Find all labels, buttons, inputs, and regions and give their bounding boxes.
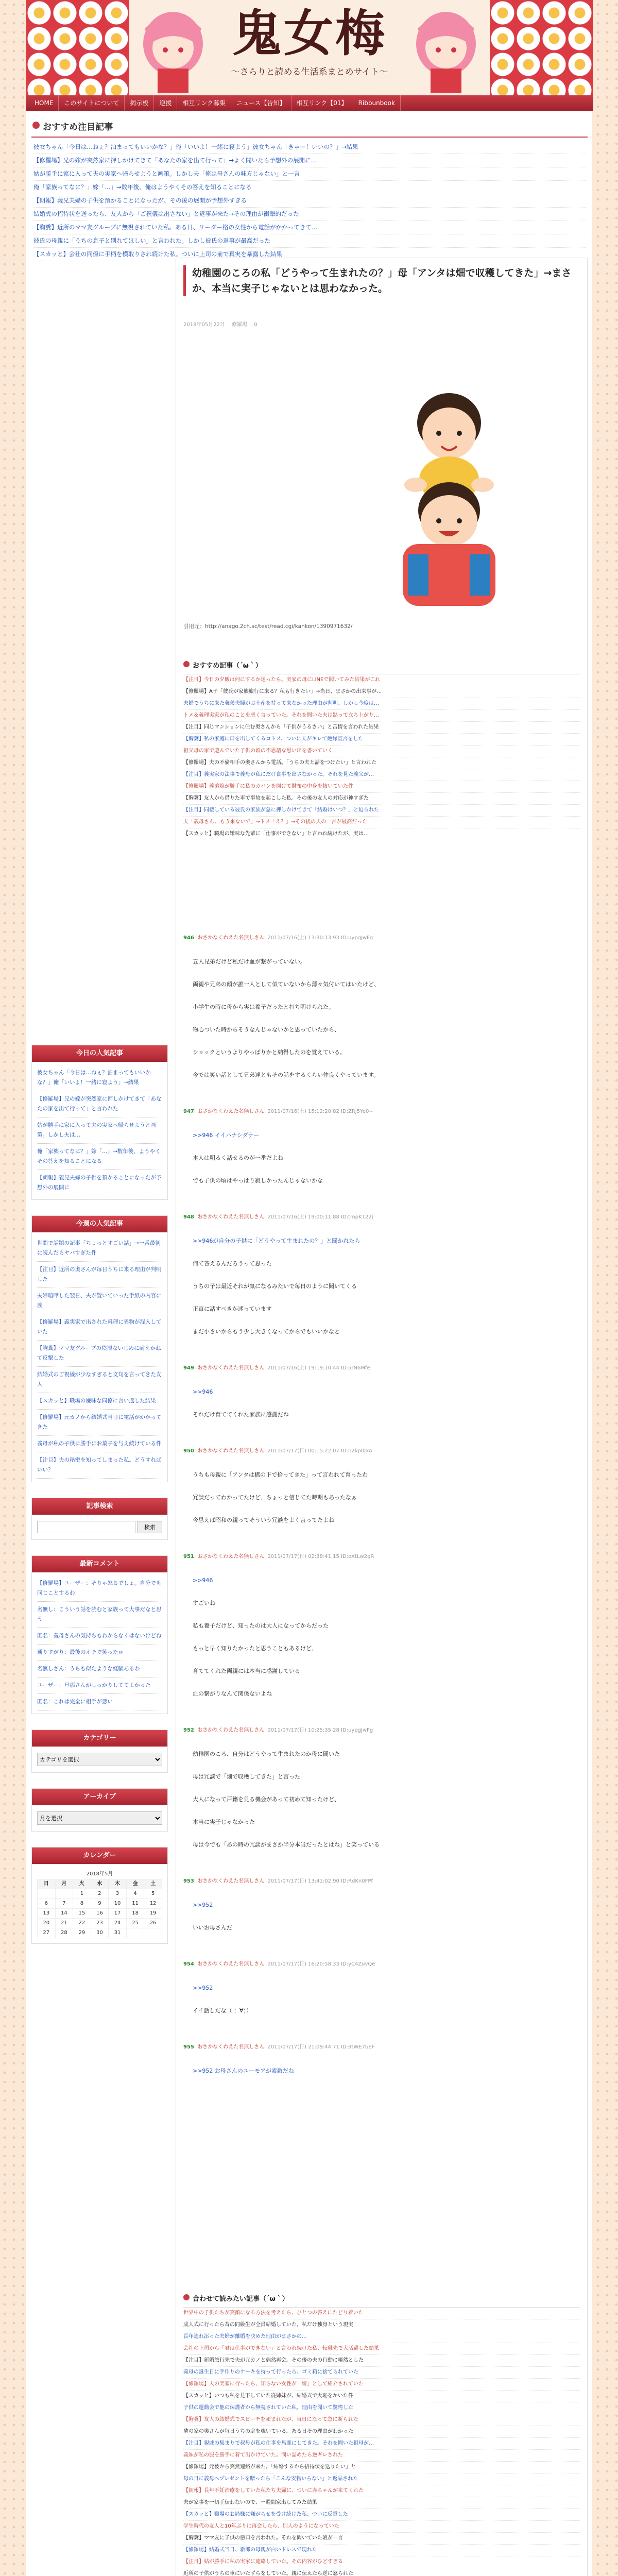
comment-line: 本人は明るく話せるのが一番だよね bbox=[193, 1155, 283, 1161]
comment-date: 2011/07/17(日) 10:25:35.28 ID:uypgJwFg bbox=[267, 1727, 373, 1733]
comment bbox=[183, 1446, 580, 1537]
comment-header: 948: おさかなくわえた名無しさん 2011/07/16(土) 19:00:11.88 ID:tmpK122j bbox=[183, 1214, 373, 1220]
comment-number: 946 bbox=[183, 935, 194, 941]
comment-number: 954 bbox=[183, 1961, 194, 1967]
comment-date: 2011/07/17(日) 02:38:41.15 ID:oXtLw2qR bbox=[267, 1554, 374, 1560]
comment bbox=[183, 1959, 580, 2028]
recommended-item[interactable]: 祖父母の家で遊んでいた子供の頃の不思議な思い出を書いていく bbox=[183, 745, 580, 757]
related-item[interactable]: 世界中の子供たちが笑顔になる方法を考えたら、ひとつの答えにたどり着いた bbox=[183, 2308, 580, 2319]
ranking-item[interactable]: 世間で話題の記事「ちょっとすごい話」→一番最初に読んだらヤバすぎた件 bbox=[37, 1235, 162, 1262]
related-item[interactable]: 母の日に義母へプレゼントを贈ったら「こんな安物いらない」と返品された bbox=[183, 2473, 580, 2485]
comment-line: 母は今でも「あの時の冗談がまさか半分本当だったとはね」と笑っている bbox=[193, 1841, 380, 1848]
related-item[interactable]: 子供の運動会で他の保護者から無視されていた私。理由を聞いて驚愕した bbox=[183, 2402, 580, 2414]
calendar-day[interactable]: 3 bbox=[109, 1889, 127, 1899]
comment-line: 血の繋がりなんて関係ないよね bbox=[193, 1690, 272, 1697]
comment-number: 947 bbox=[183, 1109, 194, 1114]
featured-articles bbox=[26, 116, 593, 258]
calendar-day[interactable]: 29 bbox=[73, 1928, 91, 1938]
comment-anchor[interactable]: >>952 bbox=[193, 1985, 213, 1991]
calendar-day[interactable]: 1 bbox=[73, 1889, 91, 1899]
recommended-item[interactable]: 【スカッと】職場の嫌味な先輩に「仕事ができない」と言われ続けたが、実は… bbox=[183, 828, 580, 840]
calendar-day[interactable]: 10 bbox=[109, 1899, 127, 1909]
calendar bbox=[32, 1864, 167, 1943]
nav-link-01[interactable]: 相互リンク【01】 bbox=[291, 95, 353, 111]
widget-popular bbox=[31, 1045, 168, 1200]
recommended-item[interactable]: 【修羅場】義弟嫁が勝手に私のカバンを開けて財布の中身を抜いていた件 bbox=[183, 781, 580, 793]
calendar-day[interactable] bbox=[144, 1928, 162, 1938]
calendar-day[interactable]: 26 bbox=[144, 1919, 162, 1928]
comment bbox=[183, 2042, 580, 2088]
comment-line: それだけ育ててくれた家族に感謝だね bbox=[193, 1411, 289, 1418]
recommended-top bbox=[183, 660, 580, 840]
comment-header: 954: おさかなくわえた名無しさん 2011/07/17(日) 16:20:58.33 ID:yC4ZuvQe bbox=[183, 1961, 375, 1967]
related-item[interactable]: 学生時代の友人と10年ぶりに再会したら、別人のようになっていた bbox=[183, 2521, 580, 2533]
nav-ribbunbook[interactable]: Ribbunbook bbox=[353, 95, 401, 111]
ranking-item[interactable]: 結婚式のご祝儀が少なすぎると文句を言ってきた友人 bbox=[37, 1367, 162, 1393]
featured-list bbox=[31, 138, 588, 264]
ranking-item[interactable]: 【修羅場】義実家で出された料理に異物が混入していた bbox=[37, 1314, 162, 1341]
comment bbox=[183, 1212, 580, 1349]
related-item[interactable]: 【スカッと】いつも私を見下していた従姉妹が、結婚式で大恥をかいた件 bbox=[183, 2391, 580, 2402]
recommended-bottom-heading: 合わせて読みたい記事（´ω｀） bbox=[183, 2293, 580, 2303]
comment-body bbox=[183, 1458, 580, 1537]
comment-number: 955 bbox=[183, 2044, 194, 2050]
comment-body bbox=[183, 1224, 580, 1349]
featured-item[interactable]: 彼女ちゃん「今日は…ねぇ？泊まってもいいかな？」俺「いいよ！一緒に寝よう」彼女ちゃん「きゃー！いいの？」→結果 bbox=[33, 141, 586, 154]
calendar-day[interactable]: 13 bbox=[38, 1909, 56, 1919]
comment bbox=[183, 1725, 580, 1862]
comment-header: 953: おさかなくわえた名無しさん 2011/07/17(日) 13:41:02.90 ID:RdKn0FPf bbox=[183, 1878, 373, 1884]
comment-line: いいお母さんだ bbox=[193, 1924, 232, 1931]
comment-line: 今では笑い話として兄弟達ともその話をするくらい仲良くやっています。 bbox=[193, 1072, 380, 1078]
related-item[interactable]: 近所の子供がうちの車にいたずらをしていた。親に伝えたら逆に怒られた bbox=[183, 2568, 580, 2576]
featured-item[interactable]: 結婚式の招待状を送ったら、友人から「ご祝儀は出さない」と返事が来た→その理由が衝撃的だった bbox=[33, 208, 586, 221]
related-item[interactable]: 義母の誕生日に手作りのケーキを持って行ったら、ゴミ箱に捨てられていた bbox=[183, 2367, 580, 2379]
popular-item[interactable]: 彼女ちゃん「今日は…ねぇ？泊まってもいいかな？」俺「いいよ！一緒に寝よう」→結果 bbox=[37, 1065, 162, 1091]
calendar-day[interactable]: 4 bbox=[126, 1889, 144, 1899]
comment-date: 2011/07/16(土) 19:00:11.88 ID:tmpK122j bbox=[267, 1214, 373, 1220]
comment bbox=[183, 1107, 580, 1198]
comment-date: 2011/07/17(日) 16:20:58.33 ID:yC4ZuvQe bbox=[267, 1961, 375, 1967]
comment-line: 小学生の時に母から実は養子だったと打ち明けられた。 bbox=[193, 1004, 334, 1010]
calendar-day[interactable]: 8 bbox=[73, 1899, 91, 1909]
calendar-day[interactable]: 17 bbox=[109, 1909, 127, 1919]
comment-body bbox=[183, 1888, 580, 1945]
calendar-day[interactable]: 30 bbox=[91, 1928, 109, 1938]
anime-girl-left-illustration bbox=[134, 8, 212, 93]
comment-date: 2011/07/16(土) 19:19:10.44 ID:5rN6Mfe bbox=[267, 1365, 370, 1371]
comment-body bbox=[183, 1737, 580, 1862]
article-title: 幼稚園のころの私「どうやって生まれたの？」母「アンタは畑で収穫してきた」→まさか、本当に実子じゃないとは思わなかった。 bbox=[183, 265, 580, 296]
recent-comments-list bbox=[32, 1572, 167, 1714]
calendar-weekday: 金 bbox=[126, 1879, 144, 1889]
recent-comment-item[interactable]: 【修羅場】ユーザー：そりゃ怒るでしょ。自分でも同じことするわ bbox=[37, 1575, 162, 1602]
calendar-day[interactable]: 25 bbox=[126, 1919, 144, 1928]
comment-number: 948 bbox=[183, 1214, 194, 1220]
calendar-day[interactable]: 31 bbox=[109, 1928, 127, 1938]
category-select-wrap bbox=[32, 1747, 167, 1772]
comment-line: すごいね bbox=[193, 1600, 215, 1606]
comment-line: 幼稚園のころ、自分はどうやって生まれたのか母に聞いた bbox=[193, 1751, 340, 1757]
comment-author: おさかなくわえた名無しさん bbox=[197, 1727, 265, 1733]
site-logo-title[interactable]: 鬼女梅 bbox=[232, 4, 387, 62]
comment-body bbox=[183, 1375, 580, 1432]
comment-number: 953 bbox=[183, 1878, 194, 1884]
popular-item[interactable]: 姑が勝手に家に入って夫の実家へ帰らせようと画策。しかし夫は… bbox=[37, 1117, 162, 1144]
search-form bbox=[32, 1515, 167, 1539]
widget-recent-comments bbox=[31, 1555, 168, 1714]
related-item[interactable]: 【修羅場】夫の実家に行ったら、知らない女性が「嫁」として紹介されていた bbox=[183, 2379, 580, 2391]
recommended-top-list bbox=[183, 674, 580, 840]
comment-body bbox=[183, 1564, 580, 1711]
calendar-day[interactable]: 9 bbox=[91, 1899, 109, 1909]
comment-line: 育ててくれた両親には本当に感謝している bbox=[193, 1668, 300, 1674]
recommended-item[interactable]: 【注目】同じマンションに住む奥さんから「子供がうるさい」と苦情を言われた結果 bbox=[183, 722, 580, 734]
related-item[interactable]: 会社の上司から「君は仕事ができない」と言われ続けた私、転職先で大活躍した結果 bbox=[183, 2343, 580, 2355]
comment-body bbox=[183, 2054, 580, 2088]
comment-number: 951 bbox=[183, 1554, 194, 1560]
recent-comment-item[interactable]: 名無し：こういう話を読むと家族って大事だなと思う bbox=[37, 1602, 162, 1628]
featured-heading: おすすめ注目記事 bbox=[31, 116, 588, 138]
comment-line: うちも母親に「アンタは橋の下で拾ってきた」って言われて育ったわ bbox=[193, 1471, 368, 1478]
comment-line: ショックというよりやっぱりかと納得したのを覚えている。 bbox=[193, 1049, 346, 1056]
comment-line: もっと早く知りたかったと思うこともあるけど、 bbox=[193, 1645, 317, 1652]
nav-home[interactable]: HOME bbox=[29, 95, 59, 111]
article-category[interactable]: 修羅場 bbox=[232, 322, 248, 328]
comment-anchor[interactable]: >>952 お母さんのユーモアが素敵だね bbox=[193, 2067, 294, 2074]
calendar-day[interactable]: 14 bbox=[55, 1909, 73, 1919]
ranking-item[interactable]: 夫婦喧嘩した翌日、夫が置いていった手紙の内容に涙 bbox=[37, 1288, 162, 1314]
comment-line: 大人になって戸籍を見る機会があって初めて知ったけど、 bbox=[193, 1796, 340, 1803]
comment-date: 2011/07/17(日) 13:41:02.90 ID:RdKn0FPf bbox=[267, 1878, 373, 1884]
comment-number: 950 bbox=[183, 1448, 194, 1454]
comment-line: 両親や兄弟の顔が誰一人として似ていないから薄々気付いてはいたけど、 bbox=[193, 981, 380, 988]
comment-author: おさかなくわえた名無しさん bbox=[197, 1554, 265, 1560]
comment-header: 949: おさかなくわえた名無しさん 2011/07/16(土) 19:19:10.44 ID:5rN6Mfe bbox=[183, 1365, 370, 1371]
comment-author: おさかなくわえた名無しさん bbox=[197, 1365, 265, 1371]
comment-header: 946: おさかなくわえた名無しさん 2011/07/16(土) 13:30:13.93 ID:uypgJwFg bbox=[183, 935, 373, 941]
comment-header: 950: おさかなくわえた名無しさん 2011/07/17(日) 00:15:22.07 ID:h2kp0JxA bbox=[183, 1448, 372, 1454]
comment-anchor[interactable]: >>952 bbox=[193, 1902, 213, 1908]
calendar-day[interactable]: 15 bbox=[73, 1909, 91, 1919]
calendar-weekday: 木 bbox=[109, 1879, 127, 1889]
related-item[interactable]: 【スカッと】職場のお局様に嫌がらせを受け続けた私、ついに反撃した bbox=[183, 2509, 580, 2521]
calendar-month: 2018年5月 bbox=[86, 1871, 113, 1877]
featured-item[interactable]: 【修羅場】兄の嫁が突然家に押しかけてきて「あなたの家を出て行って」→よく聞いたら予想外の展開に… bbox=[33, 154, 586, 167]
recommended-bottom-list bbox=[183, 2307, 580, 2576]
nav-link-exchange[interactable]: 相互リンク募集 bbox=[177, 95, 231, 111]
featured-item[interactable]: 【胸糞】近所のママ友グループに無視されていた私。ある日、リーダー格の女性から電話がかかってきて… bbox=[33, 221, 586, 234]
article-date: 2018年05月22日 bbox=[183, 322, 225, 328]
ranking-item[interactable]: 【スカッと】職場の嫌味な同僚に言い返した結果 bbox=[37, 1393, 162, 1410]
calendar-weekday: 土 bbox=[144, 1879, 162, 1889]
comment-header: 951: おさかなくわえた名無しさん 2011/07/17(日) 02:38:41.15 ID:oXtLw2qR bbox=[183, 1554, 374, 1560]
comment-header: 952: おさかなくわえた名無しさん 2011/07/17(日) 10:25:35.28 ID:uypgJwFg bbox=[183, 1727, 373, 1733]
comment-author: おさかなくわえた名無しさん bbox=[197, 1448, 265, 1454]
comment bbox=[183, 1363, 580, 1432]
calendar-day[interactable] bbox=[55, 1889, 73, 1899]
related-item[interactable]: 【胸糞】友人の結婚式でスピーチを頼まれたが、当日になって急に断られた bbox=[183, 2414, 580, 2426]
ranking-item[interactable]: 【注目】夫の秘密を知ってしまった私。どうすればいい？ bbox=[37, 1452, 162, 1479]
ranking-item[interactable]: 【修羅場】元カノから結婚式当日に電話がかかってきた bbox=[37, 1410, 162, 1436]
recommended-bottom bbox=[183, 2293, 580, 2576]
featured-item[interactable]: 俺「家族ってなに？」嫁「…」→数年後、俺はようやくその答えを知ることになる bbox=[33, 181, 586, 194]
recommended-item[interactable]: 【注目】義実家の法事で義母が私にだけ食事を出さなかった。それを見た義父が… bbox=[183, 769, 580, 781]
related-item[interactable]: 義妹が私の服を勝手に着て出かけていた。問い詰めたら逆ギレされた bbox=[183, 2450, 580, 2462]
featured-item[interactable]: 【朗報】義兄夫婦の子供を預かることになったが、その後の展開が予想外すぎる bbox=[33, 194, 586, 208]
recommended-item[interactable]: 【胸糞】私の家庭に口を出してくるコトメ、ついに夫がキレて絶縁宣言をした bbox=[183, 734, 580, 745]
recommended-top-heading: おすすめ記事（´ω｀） bbox=[183, 660, 580, 670]
comment-line: まだ小さいからもう少し大きくなってからでもいいかなと bbox=[193, 1328, 340, 1335]
featured-item[interactable]: 姑が勝手に家に入って夫の実家へ帰らせようと画策。しかし夫「俺は母さんの味方じゃない」と一言 bbox=[33, 167, 586, 181]
calendar-day[interactable]: 18 bbox=[126, 1909, 144, 1919]
sidebar bbox=[31, 1045, 168, 1959]
nav-news[interactable]: ニュース【告知】 bbox=[231, 95, 291, 111]
comment-date: 2011/07/17(日) 21:09:44.71 ID:9tWE7bEF bbox=[267, 2044, 375, 2050]
ranking-item[interactable]: 【胸糞】ママ友グループの陰湿ないじめに耐えかねて反撃した bbox=[37, 1341, 162, 1367]
comment-line: 母は冗談で「畑で収穫してきた」と言った bbox=[193, 1773, 300, 1780]
widget-search-title: 記事検索 bbox=[32, 1498, 167, 1515]
recommended-item[interactable]: 【修羅場】夫の不倫相手の奥さんから電話。「うちの夫と話をつけたい」と言われた bbox=[183, 757, 580, 769]
widget-calendar-title: カレンダー bbox=[32, 1848, 167, 1864]
calendar-day[interactable]: 12 bbox=[144, 1899, 162, 1909]
featured-item[interactable]: 【スカッと】会社の同僚に手柄を横取りされ続けた私。ついに上司の前で真実を暴露した結果 bbox=[33, 248, 586, 261]
article-comments-count[interactable]: 0 bbox=[254, 322, 258, 328]
related-item[interactable]: 夫が家事を一切手伝わないので、一週間家出してみた結果 bbox=[183, 2497, 580, 2509]
category-select[interactable] bbox=[37, 1753, 162, 1766]
popular-list bbox=[32, 1062, 167, 1199]
comment-body bbox=[183, 1118, 580, 1198]
parent-child-illustration bbox=[372, 374, 526, 606]
search-button[interactable]: 検索 bbox=[138, 1521, 162, 1533]
related-item[interactable]: 【注目】親戚の集まりで叔母が私の仕事を馬鹿にしてきた。それを聞いた祖母が… bbox=[183, 2438, 580, 2450]
related-item[interactable]: 【胸糞】ママ友に子供の悪口を言われた。それを聞いていた娘が一言 bbox=[183, 2533, 580, 2545]
calendar-table bbox=[37, 1879, 162, 1938]
comment bbox=[183, 1552, 580, 1711]
comment-author: おさかなくわえた名無しさん bbox=[197, 1109, 265, 1114]
page-wrapper bbox=[26, 0, 592, 2576]
source-link[interactable]: 引用元：http://anago.2ch.sc/test/read.cgi/kankon/1390971632/ bbox=[183, 623, 353, 630]
comment-line: うちの子は最近それが気になるみたいで毎日のように聞いてくる bbox=[193, 1283, 357, 1290]
comment-line: 五人兄弟だけど私だけ血が繋がっていない。 bbox=[193, 958, 306, 965]
popular-item[interactable]: 【修羅場】兄の嫁が突然家に押しかけてきて「あなたの家を出て行って」と言われた bbox=[37, 1091, 162, 1117]
comment-line: 本当に実子じゃなかった bbox=[193, 1819, 255, 1825]
widget-calendar bbox=[31, 1847, 168, 1944]
comment-number: 949 bbox=[183, 1365, 194, 1371]
comment-body bbox=[183, 945, 580, 1092]
calendar-weekday: 日 bbox=[38, 1879, 56, 1889]
widget-archive bbox=[31, 1788, 168, 1832]
widget-ranking bbox=[31, 1215, 168, 1482]
calendar-day[interactable]: 6 bbox=[38, 1899, 56, 1909]
widget-popular-title: 今日の人気記事 bbox=[32, 1045, 167, 1062]
comment-number: 952 bbox=[183, 1727, 194, 1733]
comment-thread bbox=[183, 933, 580, 2103]
archive-select[interactable] bbox=[37, 1811, 162, 1825]
comment-line: 今思えば昭和の親ってそういう冗談をよく言ってたよね bbox=[193, 1517, 334, 1523]
comment-line: 正直に話すべきか迷っています bbox=[193, 1306, 272, 1312]
nav-about[interactable]: このサイトについて bbox=[59, 95, 125, 111]
comment-date: 2011/07/16(土) 13:30:13.93 ID:uypgJwFg bbox=[267, 935, 373, 941]
ranking-item[interactable]: 【注目】近所の奥さんが毎日うちに来る理由が判明した bbox=[37, 1262, 162, 1288]
comment-author: おさかなくわえた名無しさん bbox=[197, 1214, 265, 1220]
popular-item[interactable]: 【朗報】義兄夫婦の子供を預かることになったが予想外の展開に bbox=[37, 1170, 162, 1196]
calendar-day[interactable]: 2 bbox=[91, 1889, 109, 1899]
search-input[interactable] bbox=[37, 1521, 135, 1533]
calendar-day[interactable]: 19 bbox=[144, 1909, 162, 1919]
calendar-day[interactable]: 24 bbox=[109, 1919, 127, 1928]
comment-line: 何て答えるんだろうって思った bbox=[193, 1260, 272, 1267]
comment bbox=[183, 933, 580, 1092]
comment-date: 2011/07/17(日) 00:15:22.07 ID:h2kp0JxA bbox=[267, 1448, 372, 1454]
comment-anchor[interactable]: >>946 bbox=[193, 1577, 213, 1584]
article-meta bbox=[183, 320, 580, 328]
calendar-day[interactable] bbox=[38, 1889, 56, 1899]
calendar-day[interactable]: 21 bbox=[55, 1919, 73, 1928]
calendar-day[interactable]: 28 bbox=[55, 1928, 73, 1938]
ranking-list bbox=[32, 1232, 167, 1482]
calendar-day[interactable]: 11 bbox=[126, 1899, 144, 1909]
calendar-day[interactable]: 5 bbox=[144, 1889, 162, 1899]
comment-author: おさかなくわえた名無しさん bbox=[197, 935, 265, 941]
widget-recent-comments-title: 最新コメント bbox=[32, 1556, 167, 1572]
widget-category-title: カテゴリー bbox=[32, 1730, 167, 1747]
comment-line: 私も養子だけど、知ったのは大人になってからだった bbox=[193, 1622, 329, 1629]
widget-category bbox=[31, 1730, 168, 1773]
featured-item[interactable]: 彼氏の母親に「うちの息子と別れてほしい」と言われた。しかし彼氏の返事が最高だった bbox=[33, 234, 586, 248]
recent-comment-item[interactable]: 匿名：義母さんの気持ちもわからなくはないけどね bbox=[37, 1628, 162, 1645]
nav-item-4[interactable]: 逆援 bbox=[154, 95, 177, 111]
widget-ranking-title: 今週の人気記事 bbox=[32, 1216, 167, 1232]
calendar-day[interactable]: 22 bbox=[73, 1919, 91, 1928]
comment-anchor[interactable]: >>946 bbox=[193, 1388, 213, 1395]
related-item[interactable]: 【注目】姑が勝手に私の実家に連絡していた。その内容がひどすぎる bbox=[183, 2556, 580, 2568]
calendar-weekday: 月 bbox=[55, 1879, 73, 1889]
comment-anchor[interactable]: >>946が自分の子供に「どうやって生まれたの？」と聞かれたら bbox=[193, 1238, 360, 1244]
related-item[interactable]: 長年連れ添った夫婦が離婚を決めた理由がまさかの… bbox=[183, 2331, 580, 2343]
header-pattern-right bbox=[490, 0, 593, 95]
recommended-item[interactable]: トメ＆義理実家が私のことを悪く言っていた。それを聞いた夫は黙って立ち上がり… bbox=[183, 710, 580, 722]
comment-line: 物心ついた時からそうなんじゃないかと思っていたから、 bbox=[193, 1026, 340, 1033]
calendar-day[interactable]: 20 bbox=[38, 1919, 56, 1928]
comment bbox=[183, 1876, 580, 1945]
anime-girl-right-illustration bbox=[407, 8, 485, 93]
comment-anchor[interactable]: >>946 イイハナシダナー bbox=[193, 1132, 260, 1139]
header-pattern-left bbox=[26, 0, 129, 95]
recent-comment-item[interactable]: 匿名：これは完全に相手が悪い bbox=[37, 1694, 162, 1710]
related-item[interactable]: 隣の家の奥さんが毎日うちの庭を覗いている。ある日その理由がわかった bbox=[183, 2426, 580, 2438]
comment-author: おさかなくわえた名無しさん bbox=[197, 2044, 265, 2050]
widget-archive-title: アーカイブ bbox=[32, 1789, 167, 1805]
comment-author: おさかなくわえた名無しさん bbox=[197, 1961, 265, 1967]
calendar-day[interactable]: 7 bbox=[55, 1899, 73, 1909]
calendar-weekday: 火 bbox=[73, 1879, 91, 1889]
global-nav bbox=[26, 95, 593, 111]
recommended-item[interactable]: 【注目】今日の夕飯は何にするか迷ったら、実家の母にLINEで聞いてみた結果がこれ bbox=[183, 674, 580, 686]
recent-comment-item[interactable]: 名無しさん：うちも似たような経験あるわ bbox=[37, 1661, 162, 1677]
comment-header: 955: おさかなくわえた名無しさん 2011/07/17(日) 21:09:44.71 ID:9tWE7bEF bbox=[183, 2044, 375, 2050]
recommended-item[interactable]: 夫婦でうちに来た義弟夫婦がお土産を持って来なかった理由が判明、しかし今度は… bbox=[183, 698, 580, 710]
comment-date: 2011/07/16(土) 15:12:20.82 ID:ZRj5Ye0+ bbox=[267, 1109, 373, 1114]
comment-line: 冗談だってわかってたけど、ちょっと信じてた時期もあったなぁ bbox=[193, 1494, 357, 1501]
related-item[interactable]: 【朗報】長年不妊治療をしていた私たち夫婦に、ついに赤ちゃんが来てくれた bbox=[183, 2485, 580, 2497]
calendar-day[interactable] bbox=[126, 1928, 144, 1938]
recent-comment-item[interactable]: ユーザー：旦那さんがしっかりしててよかった bbox=[37, 1677, 162, 1694]
calendar-weekday: 水 bbox=[91, 1879, 109, 1889]
site-header bbox=[26, 0, 593, 95]
site-subtitle: 〜さらりと読める生活系まとめサイト〜 bbox=[231, 67, 388, 77]
related-item[interactable]: 【修羅場】結婚式当日、新郎の母親が白いドレスで現れた bbox=[183, 2545, 580, 2556]
calendar-day[interactable]: 23 bbox=[91, 1919, 109, 1928]
popular-item[interactable]: 俺「家族ってなに？」嫁「…」→数年後、ようやくその答えを知ることになる bbox=[37, 1144, 162, 1170]
recommended-item[interactable]: 【注目】同棲している彼氏の家族が急に押しかけてきて「結婚はいつ？」と迫られた bbox=[183, 805, 580, 817]
comment-line: イイ話しだな（ ；∀；） bbox=[193, 2007, 252, 2014]
related-item[interactable]: 【注目】新婚旅行先で夫が元カノと偶然再会。その後の夫の行動に唖然とした bbox=[183, 2355, 580, 2367]
comment-line: でも子供の頃はやっぱり寂しかったんじゃないかな bbox=[193, 1177, 323, 1184]
article-main bbox=[176, 258, 588, 2576]
comment-body bbox=[183, 1971, 580, 2028]
calendar-day[interactable]: 27 bbox=[38, 1928, 56, 1938]
comment-author: おさかなくわえた名無しさん bbox=[197, 1878, 265, 1884]
nav-board[interactable]: 掲示板 bbox=[125, 95, 154, 111]
recommended-item[interactable]: 【修羅場】A子「彼氏が家族旅行に来る？私も行きたい」→当日、まさかの出来事が… bbox=[183, 686, 580, 698]
related-item[interactable]: 【修羅場】元彼から突然連絡が来た。「結婚するから招待状を送りたい」と bbox=[183, 2462, 580, 2473]
comment-header: 947: おさかなくわえた名無しさん 2011/07/16(土) 15:12:20.82 ID:ZRj5Ye0+ bbox=[183, 1109, 373, 1114]
widget-search bbox=[31, 1498, 168, 1540]
related-item[interactable]: 成人式に行ったら昔の同級生が全員結婚していた。私だけ独身という現実 bbox=[183, 2319, 580, 2331]
recommended-item[interactable]: 【胸糞】友人から借りた車で事故を起こした私。その後の友人の対応が神すぎた bbox=[183, 793, 580, 805]
archive-select-wrap bbox=[32, 1805, 167, 1831]
ranking-item[interactable]: 義母が私の子供に勝手にお菓子を与え続けている件 bbox=[37, 1436, 162, 1452]
recommended-item[interactable]: 夫「義母さん、もう来ないで」→トメ「え？」→その後の夫の一言が最高だった bbox=[183, 817, 580, 828]
recent-comment-item[interactable]: 通りすがり：最後のオチで笑ったｗ bbox=[37, 1645, 162, 1661]
calendar-day[interactable]: 16 bbox=[91, 1909, 109, 1919]
